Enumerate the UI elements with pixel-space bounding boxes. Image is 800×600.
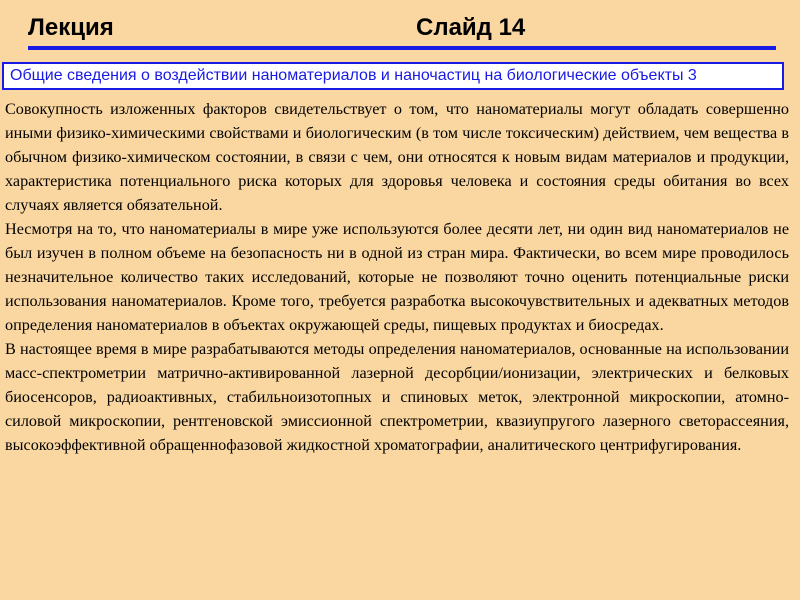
slide-body [5, 97, 789, 457]
slide-header [0, 14, 800, 48]
paragraph-1: Совокупность изложенных факторов свидетельствует о том, что наноматериалы могут обладать совершенно иными физико-химическими свойствами и биологическим (в том числе токсическим) действием, чем вещества в обычном физико-химическом состоянии, в связи с чем, они относятся к новым видам материалов и продукции, характеристика потенциального риска которых для здоровья человека и состояния среды обитания во всех случаях является обязательной. [5, 100, 789, 214]
paragraph-2: Несмотря на то, что наноматериалы в мире уже используются более десяти лет, ни один вид наноматериалов не был изучен в полном объеме на безопасность ни в одной из стран мира. Фактически, во всем мире проводилось незначительное количество таких исследований, которые не позволяют точно оценить потенциальные риски использования наноматериалов. Кроме того, требуется разработка высокочувствительных и адекватных методов определения наноматериалов в объектах окружающей среды, пищевых продуктах и биосредах. [5, 220, 789, 334]
slide-title: Общие сведения о воздействии наноматериалов и наночастиц на биологические объекты 3 [2, 62, 784, 90]
lecture-label: Лекция [28, 14, 114, 41]
paragraph-3: В настоящее время в мире разрабатываются методы определения наноматериалов, основанные на использовании масс-спектрометрии матрично-активированной лазерной десорбции/ионизации, электрических и белковых биосенсоров, радиоактивных, стабильноизотопных и спиновых меток, электронной микроскопии, атомно-силовой микроскопии, рентгеновской эмиссионной спектрометрии, квазиупругого лазерного светорассеяния, высокоэффективной обращеннофазовой жидкостной хроматографии, аналитического центрифугирования. [5, 340, 789, 454]
slide-number-label: Слайд 14 [416, 14, 526, 41]
header-divider [28, 46, 776, 50]
